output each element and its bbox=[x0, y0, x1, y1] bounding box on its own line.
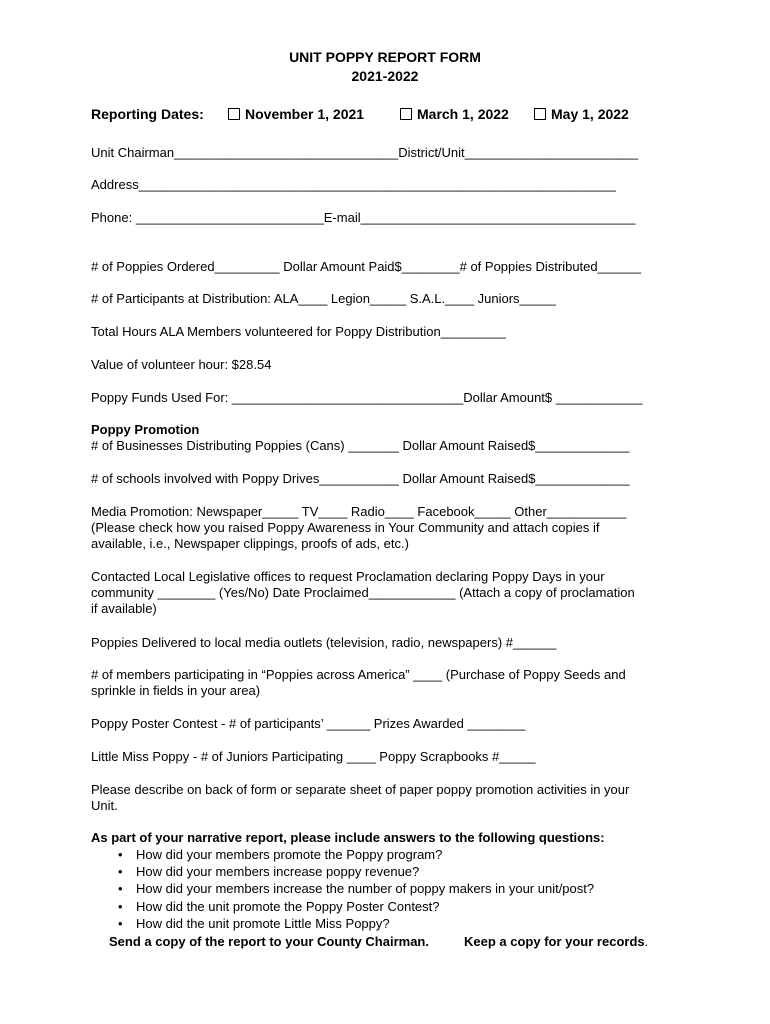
checkbox-icon[interactable] bbox=[400, 108, 412, 120]
media-promotion-field[interactable]: Media Promotion: Newspaper_____ TV____ Radio____ Facebook_____ Other___________ bbox=[91, 504, 627, 519]
list-item: • How did the unit promote Little Miss Poppy? bbox=[118, 915, 594, 932]
proclamation-field[interactable]: community ________ (Yes/No) Date Proclaimed____________ (Attach a copy of proclamation bbox=[91, 585, 635, 600]
describe-instructions: Unit. bbox=[91, 798, 118, 813]
poster-contest-field[interactable]: Poppy Poster Contest - # of participants’ ______ Prizes Awarded ________ bbox=[91, 716, 526, 731]
media-outlets-field[interactable]: Poppies Delivered to local media outlets (television, radio, newspapers) #______ bbox=[91, 635, 557, 650]
poppies-ordered-field[interactable]: # of Poppies Ordered_________ Dollar Amount Paid$________# of Poppies Distributed______ bbox=[91, 259, 642, 274]
narrative-heading: As part of your narrative report, please include answers to the following questions: bbox=[91, 830, 605, 845]
participants-field[interactable]: # of Participants at Distribution: ALA____ Legion_____ S.A.L.____ Juniors_____ bbox=[91, 291, 556, 306]
send-instruction: Send a copy of the report to your County Chairman. bbox=[109, 934, 429, 949]
phone-email-field[interactable]: Phone: __________________________E-mail______________________________________ bbox=[91, 210, 636, 225]
list-item: • How did your members increase poppy revenue? bbox=[118, 863, 594, 880]
poppies-across-america-note: sprinkle in fields in your area) bbox=[91, 683, 261, 698]
keep-instruction: Keep a copy for your records. bbox=[464, 934, 649, 949]
reporting-dates-label: Reporting Dates: bbox=[91, 106, 204, 122]
narrative-questions-list bbox=[118, 846, 594, 932]
schools-field[interactable]: # of schools involved with Poppy Drives___________ Dollar Amount Raised$_____________ bbox=[91, 471, 630, 486]
legislative-text: Contacted Local Legislative offices to request Proclamation declaring Poppy Days in your bbox=[91, 569, 605, 584]
checkbox-icon[interactable] bbox=[228, 108, 240, 120]
list-item: • How did the unit promote the Poppy Poster Contest? bbox=[118, 898, 594, 915]
list-item: • How did your members increase the number of poppy makers in your unit/post? bbox=[118, 880, 594, 897]
poppy-promotion-heading: Poppy Promotion bbox=[91, 422, 200, 437]
chairman-district-field[interactable]: Unit Chairman_______________________________District/Unit________________________ bbox=[91, 145, 639, 160]
poppies-across-america-field[interactable]: # of members participating in “Poppies across America” ____ (Purchase of Poppy Seeds and bbox=[91, 667, 626, 682]
checkbox-icon[interactable] bbox=[534, 108, 546, 120]
reporting-option-november[interactable]: November 1, 2021 bbox=[228, 106, 364, 122]
volunteer-hour-value: Value of volunteer hour: $28.54 bbox=[91, 357, 272, 372]
media-promotion-note: (Please check how you raised Poppy Awareness in Your Community and attach copies if bbox=[91, 520, 600, 535]
little-miss-poppy-field[interactable]: Little Miss Poppy - # of Juniors Participating ____ Poppy Scrapbooks #_____ bbox=[91, 749, 536, 764]
reporting-option-march[interactable]: March 1, 2022 bbox=[400, 106, 509, 122]
media-promotion-note: available, i.e., Newspaper clippings, proofs of ads, etc.) bbox=[91, 536, 409, 551]
total-hours-field[interactable]: Total Hours ALA Members volunteered for Poppy Distribution_________ bbox=[91, 324, 506, 339]
address-field[interactable]: Address__________________________________________________________________ bbox=[91, 177, 616, 192]
poppy-funds-field[interactable]: Poppy Funds Used For: ________________________________Dollar Amount$ ____________ bbox=[91, 390, 643, 405]
form-title: UNIT POPPY REPORT FORM bbox=[289, 49, 481, 65]
list-item: • How did your members promote the Poppy program? bbox=[118, 846, 594, 863]
reporting-option-may[interactable]: May 1, 2022 bbox=[534, 106, 629, 122]
form-year: 2021-2022 bbox=[351, 68, 419, 84]
businesses-field[interactable]: # of Businesses Distributing Poppies (Cans) _______ Dollar Amount Raised$_____________ bbox=[91, 438, 630, 453]
describe-instructions: Please describe on back of form or separate sheet of paper poppy promotion activities in your bbox=[91, 782, 630, 797]
legislative-text: if available) bbox=[91, 601, 157, 616]
